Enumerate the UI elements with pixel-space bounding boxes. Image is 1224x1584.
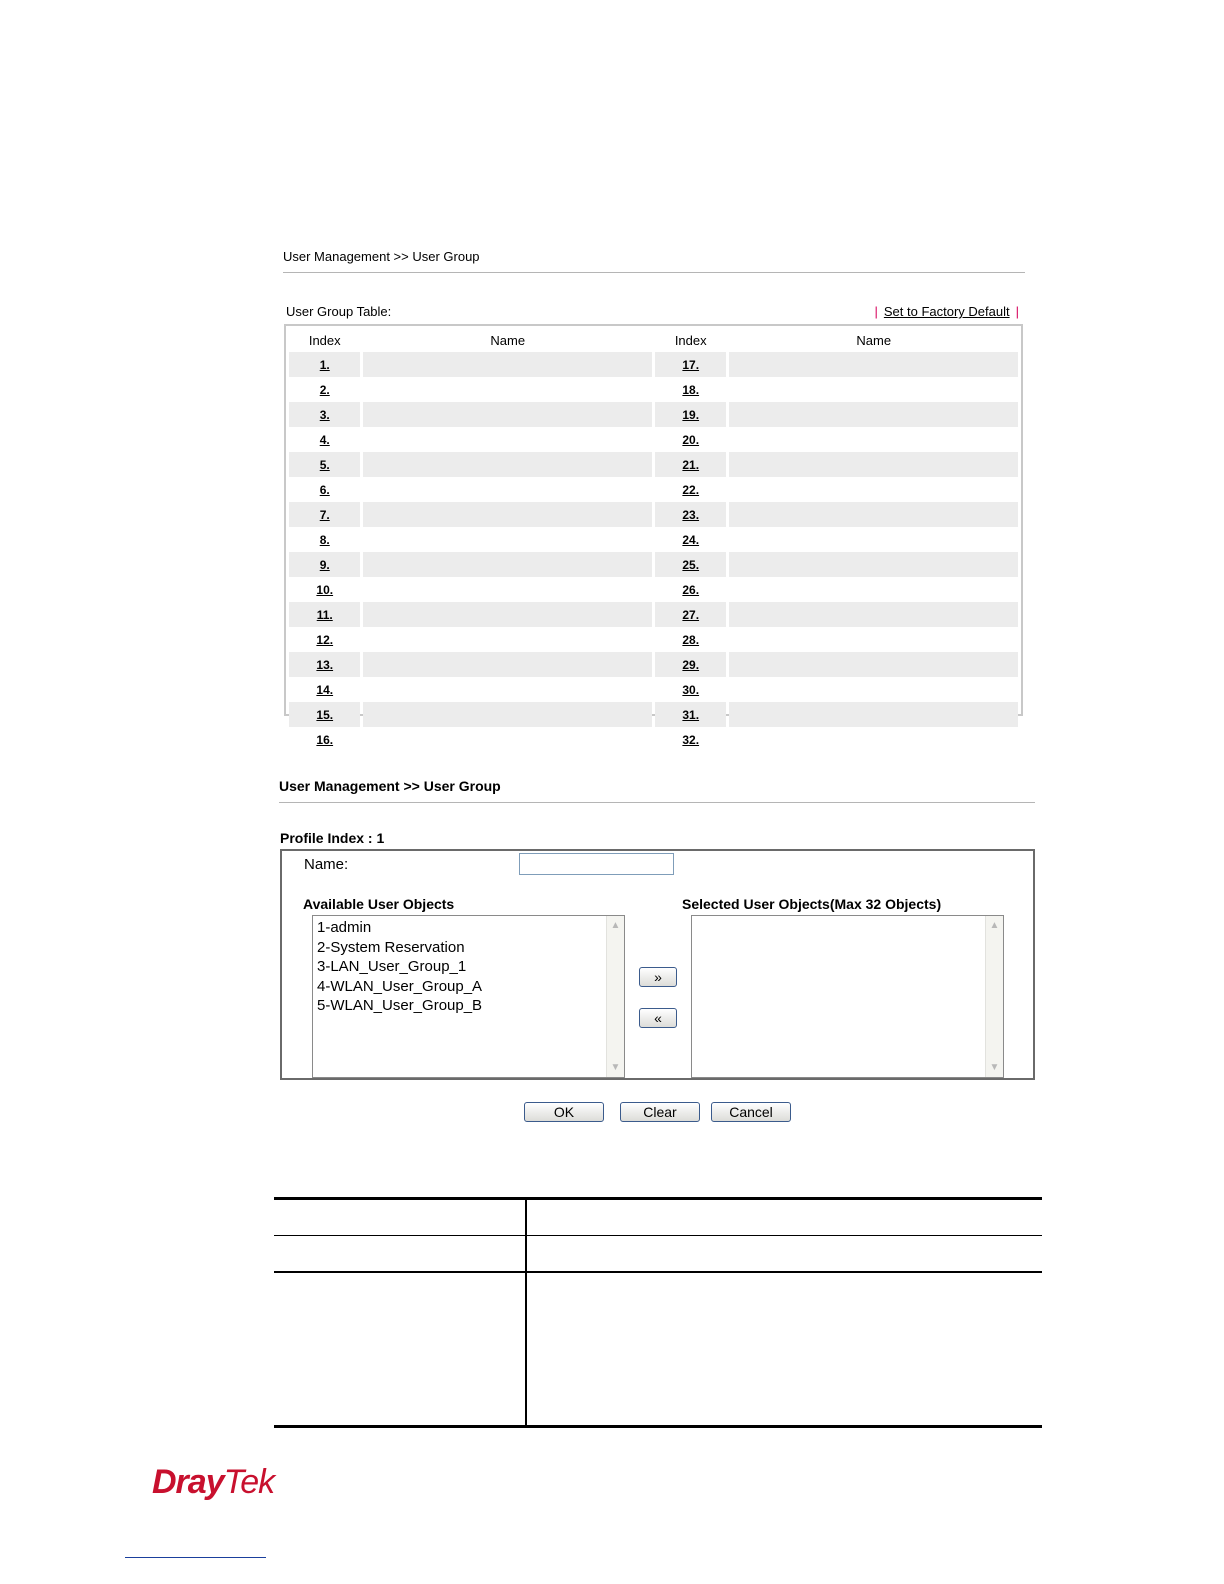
name-cell [729, 602, 1018, 627]
index-cell [655, 352, 726, 377]
name-cell [363, 677, 652, 702]
description-table-border [274, 1197, 1042, 1200]
factory-default-area [868, 304, 1025, 319]
name-input[interactable] [519, 853, 674, 875]
index-cell [655, 552, 726, 577]
table-row [289, 627, 1018, 652]
selected-objects-listbox[interactable] [691, 915, 1004, 1078]
column-header-name: Name [490, 332, 526, 348]
list-item[interactable]: 5-WLAN_User_Group_B [317, 997, 483, 1014]
table-row [289, 477, 1018, 502]
index-link[interactable]: 6. [319, 482, 330, 497]
index-link[interactable]: 21. [682, 457, 700, 472]
name-cell [729, 527, 1018, 552]
index-cell [289, 602, 360, 627]
index-link[interactable]: 19. [682, 407, 700, 422]
index-cell [655, 377, 726, 402]
index-link[interactable]: 18. [682, 382, 700, 397]
index-link[interactable]: 31. [682, 707, 700, 722]
index-link[interactable]: 1. [319, 357, 330, 372]
available-objects-label: Available User Objects [303, 896, 455, 912]
name-cell [363, 427, 652, 452]
name-cell [363, 502, 652, 527]
divider [283, 272, 1025, 273]
index-link[interactable]: 3. [319, 407, 330, 422]
name-cell [729, 352, 1018, 377]
index-cell [289, 352, 360, 377]
index-link[interactable]: 24. [682, 532, 700, 547]
index-cell [655, 627, 726, 652]
table-row [289, 552, 1018, 577]
index-link[interactable]: 32. [682, 732, 700, 747]
name-cell [729, 702, 1018, 727]
table-row [289, 352, 1018, 377]
clear-button[interactable]: Clear [620, 1102, 700, 1122]
name-label: Name: [304, 856, 349, 873]
index-link[interactable]: 14. [316, 682, 334, 697]
draytek-logo [152, 1463, 274, 1502]
table-row [289, 452, 1018, 477]
column-header-index: Index [674, 332, 707, 348]
table-row [289, 577, 1018, 602]
name-cell [363, 527, 652, 552]
table-row [289, 377, 1018, 402]
index-cell [655, 602, 726, 627]
scroll-down-arrow-icon[interactable]: ▼ [989, 1062, 1000, 1073]
index-link[interactable]: 20. [682, 432, 700, 447]
table-row [289, 702, 1018, 727]
index-link[interactable]: 10. [316, 582, 334, 597]
name-cell [363, 702, 652, 727]
name-cell [363, 477, 652, 502]
index-link[interactable]: 25. [682, 557, 700, 572]
name-cell [363, 552, 652, 577]
set-factory-default-link[interactable]: Set to Factory Default [883, 304, 1010, 319]
description-table-divider [274, 1271, 1042, 1273]
list-item[interactable]: 1-admin [317, 919, 372, 936]
index-link[interactable]: 5. [319, 457, 330, 472]
name-cell [363, 452, 652, 477]
index-link[interactable]: 2. [319, 382, 330, 397]
selected-objects-label: Selected User Objects(Max 32 Objects) [682, 896, 942, 912]
list-item[interactable]: 3-LAN_User_Group_1 [317, 958, 467, 975]
index-cell [655, 527, 726, 552]
ok-button[interactable]: OK [524, 1102, 604, 1122]
index-cell [289, 527, 360, 552]
index-cell [289, 627, 360, 652]
scroll-up-arrow-icon[interactable]: ▲ [989, 920, 1000, 931]
index-cell [655, 402, 726, 427]
index-link[interactable]: 27. [682, 607, 700, 622]
divider [279, 802, 1035, 803]
name-cell [729, 452, 1018, 477]
index-cell [655, 427, 726, 452]
index-cell [289, 502, 360, 527]
index-link[interactable]: 22. [682, 482, 700, 497]
name-cell [729, 677, 1018, 702]
description-table-divider [274, 1235, 1042, 1236]
name-cell [363, 377, 652, 402]
index-cell [289, 402, 360, 427]
table-row [289, 602, 1018, 627]
index-link[interactable]: 4. [319, 432, 330, 447]
scrollbar[interactable] [606, 916, 624, 1077]
name-cell [363, 352, 652, 377]
name-cell [729, 627, 1018, 652]
index-link[interactable]: 28. [682, 632, 700, 647]
logo-text-dray: Dray [152, 1463, 224, 1501]
logo-text-tek: Tek [223, 1463, 275, 1501]
list-item[interactable]: 2-System Reservation [317, 938, 465, 956]
index-link[interactable]: 23. [682, 507, 700, 522]
name-cell [729, 477, 1018, 502]
name-cell [729, 552, 1018, 577]
table-row [289, 527, 1018, 552]
index-link[interactable]: 13. [316, 657, 334, 672]
index-link[interactable]: 29. [682, 657, 700, 672]
description-table-border [274, 1425, 1042, 1428]
table-row [289, 502, 1018, 527]
scrollbar[interactable] [985, 916, 1003, 1077]
index-link[interactable]: 9. [319, 557, 330, 572]
scroll-up-arrow-icon[interactable]: ▲ [610, 920, 621, 931]
index-cell [655, 502, 726, 527]
separator: | [874, 304, 878, 319]
index-cell [655, 652, 726, 677]
index-cell [289, 477, 360, 502]
user-group-table [284, 324, 1023, 747]
breadcrumb: User Management >> User Group [279, 778, 501, 794]
index-cell [655, 702, 726, 727]
available-objects-listbox[interactable] [312, 915, 625, 1078]
index-cell [289, 577, 360, 602]
table-row [289, 727, 1018, 752]
name-cell [729, 377, 1018, 402]
name-cell [363, 402, 652, 427]
index-cell [289, 677, 360, 702]
index-cell [655, 677, 726, 702]
list-item[interactable]: 4-WLAN_User_Group_A [317, 977, 483, 995]
index-cell [289, 452, 360, 477]
breadcrumb: User Management >> User Group [283, 249, 480, 264]
name-cell [729, 502, 1018, 527]
index-cell [655, 727, 726, 752]
name-cell [729, 652, 1018, 677]
table-row [289, 427, 1018, 452]
name-cell [363, 627, 652, 652]
index-link[interactable]: 30. [682, 682, 700, 697]
name-cell [729, 427, 1018, 452]
footer-divider [125, 1557, 266, 1558]
name-cell [363, 602, 652, 627]
separator: | [1015, 304, 1019, 319]
move-left-button[interactable]: « [639, 1008, 677, 1028]
index-cell [289, 727, 360, 752]
name-cell [729, 727, 1018, 752]
name-cell [363, 577, 652, 602]
index-cell [655, 477, 726, 502]
index-link[interactable]: 26. [682, 582, 700, 597]
index-link[interactable]: 15. [316, 707, 334, 722]
name-cell [729, 402, 1018, 427]
index-cell [289, 377, 360, 402]
move-right-button[interactable]: » [639, 967, 677, 987]
description-table-column-divider [525, 1199, 527, 1426]
index-cell [655, 452, 726, 477]
name-cell [729, 577, 1018, 602]
index-cell [289, 702, 360, 727]
table-row [289, 652, 1018, 677]
table-row [289, 402, 1018, 427]
profile-index-label: Profile Index : 1 [280, 830, 385, 846]
index-link[interactable]: 16. [316, 732, 334, 747]
cancel-button[interactable]: Cancel [711, 1102, 791, 1122]
column-header-index: Index [308, 332, 341, 348]
index-link[interactable]: 8. [319, 532, 330, 547]
index-cell [289, 427, 360, 452]
column-header-name: Name [856, 332, 892, 348]
index-link[interactable]: 7. [319, 507, 330, 522]
index-link[interactable]: 11. [316, 607, 333, 622]
name-cell [363, 727, 652, 752]
table-row [289, 677, 1018, 702]
table-title: User Group Table: [286, 304, 392, 319]
index-link[interactable]: 17. [682, 357, 700, 372]
index-link[interactable]: 12. [316, 632, 334, 647]
index-cell [289, 552, 360, 577]
scroll-down-arrow-icon[interactable]: ▼ [610, 1062, 621, 1073]
index-cell [289, 652, 360, 677]
index-cell [655, 577, 726, 602]
name-cell [363, 652, 652, 677]
